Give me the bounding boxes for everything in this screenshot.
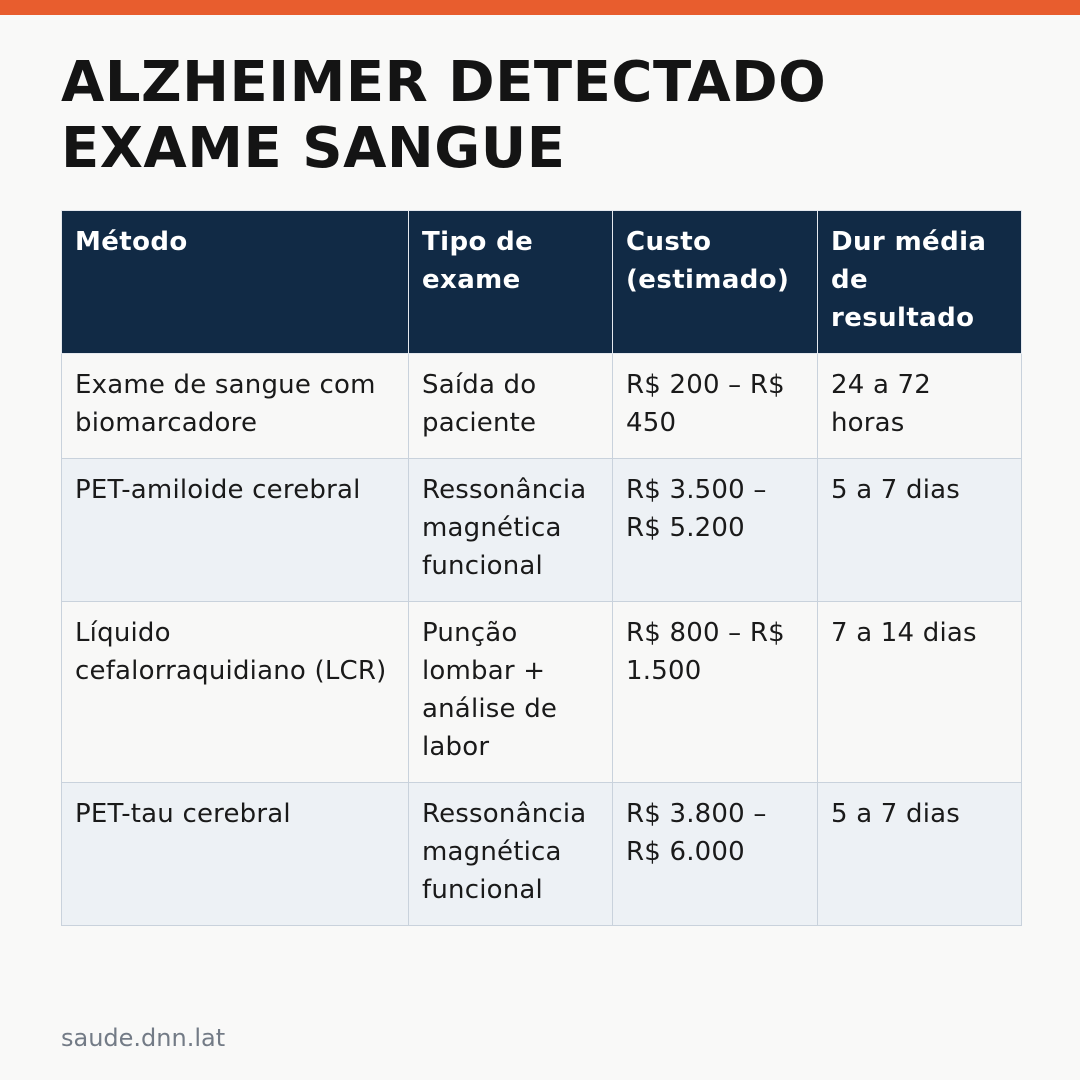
top-accent-bar [0,0,1080,15]
comparison-table [61,210,1022,926]
table-row [62,459,1022,602]
cell-duracao: 7 a 14 dias [818,602,1022,783]
cell-tipo: Ressonância magnética funcional [409,783,613,926]
cell-custo: R$ 3.500 – R$ 5.200 [613,459,818,602]
title-line-1: ALZHEIMER DETECTADO [61,50,827,115]
cell-custo: R$ 800 – R$ 1.500 [613,602,818,783]
cell-custo: R$ 200 – R$ 450 [613,354,818,459]
cell-metodo: Líquido cefalorraquidiano (LCR) [62,602,409,783]
cell-tipo: Punção lombar + análise de labor [409,602,613,783]
cell-tipo: Ressonância magnética funcional [409,459,613,602]
cell-duracao: 5 a 7 dias [818,783,1022,926]
table-row [62,354,1022,459]
cell-duracao: 5 a 7 dias [818,459,1022,602]
cell-tipo: Saída do paciente [409,354,613,459]
cell-duracao: 24 a 72 horas [818,354,1022,459]
cell-metodo: PET-tau cerebral [62,783,409,926]
footer-url: saude.dnn.lat [61,1024,226,1052]
page-title [61,50,1021,182]
header-custo: Custo (estimado) [613,211,818,354]
table-row [62,602,1022,783]
table-row [62,783,1022,926]
cell-metodo: Exame de sangue com biomarcadore [62,354,409,459]
title-line-2: EXAME SANGUE [61,116,566,181]
header-tipo-de-exame: Tipo de exame [409,211,613,354]
header-metodo: Método [62,211,409,354]
cell-metodo: PET-amiloide cerebral [62,459,409,602]
cell-custo: R$ 3.800 – R$ 6.000 [613,783,818,926]
header-duracao: Dur média de resultado [818,211,1022,354]
table-header-row [62,211,1022,354]
